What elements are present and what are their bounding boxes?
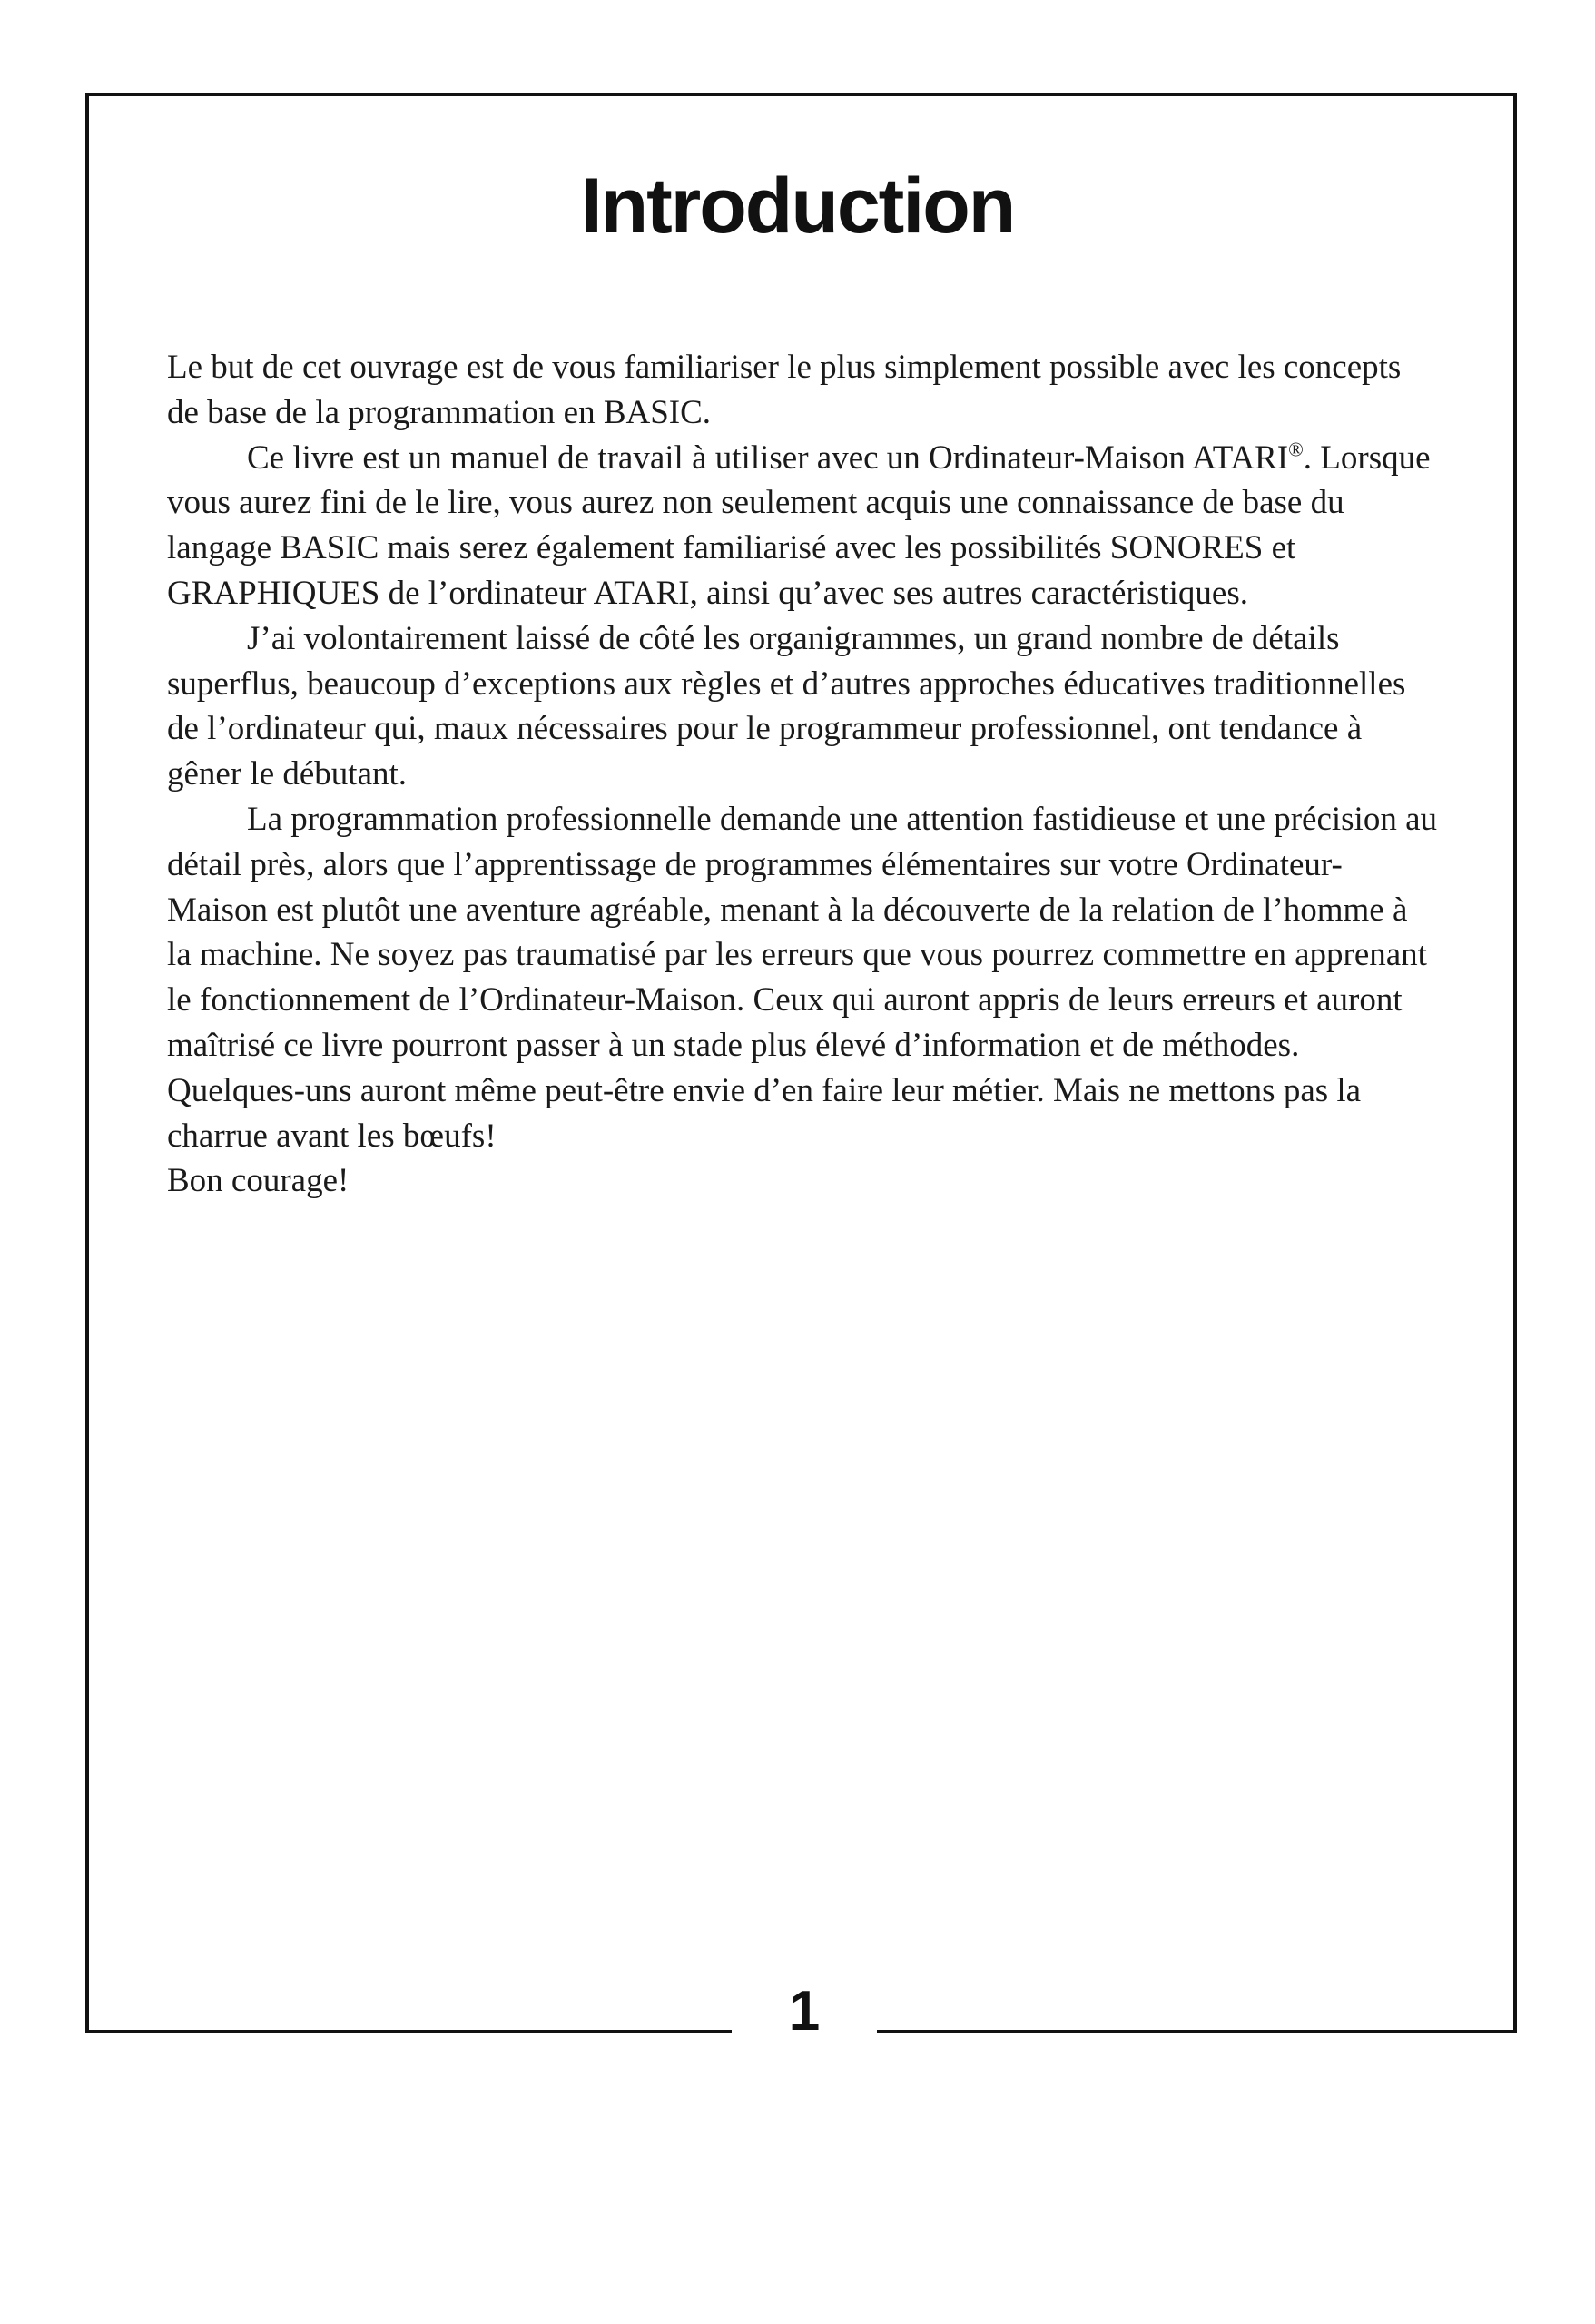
paragraph-2-part-1: Ce livre est un manuel de travail à utiliser avec un Ordinateur-Maison ATARI (247, 438, 1289, 477)
paragraph-2 (167, 436, 1438, 616)
introduction-body (167, 345, 1438, 1204)
closing-line: Bon courage! (167, 1162, 350, 1200)
paragraph-3: J’ai volontairement laissé de côté les organigrammes, un grand nombre de détails superflus, beaucoup d’exceptions aux règles et d’autres approches éducatives traditionnelles de l’ordinateur qui, maux nécessaires pour le programmeur professionnel, ont tendance à gêner le débutant. (167, 619, 1406, 793)
paragraph-2-part-2: . Lorsque vous aurez fini de le lire, vous aurez non seulement acquis une connaissance de base du langage BASIC mais serez également familiarisé avec les possibilités SONORES et GRAPHIQUES de l’ordinateur ATARI, ainsi qu’avec ses autres caractéristiques. (167, 438, 1431, 612)
page-number: 1 (788, 1980, 821, 2043)
paragraph-1: Le but de cet ouvrage est de vous familiariser le plus simplement possible avec les concepts de base de la programmation en BASIC. (167, 349, 1402, 431)
registered-mark: ® (1288, 438, 1304, 461)
paragraph-4: La programmation professionnelle demande une attention fastidieuse et une précision au détail près, alors que l’apprentissage de programmes élémentaires sur votre Ordinateur-Maison est plutôt une aventure agréable, menant à la découverte de la relation de l’homme à la machine. Ne soyez pas traumatisé par les erreurs que vous pourrez commettre en apprenant le fonctionnement de l’Ordinateur-Maison. Ceux qui auront appris de leurs erreurs et auront maîtrisé ce livre pourront passer à un stade plus élevé d’information et de méthodes. Quelques-uns auront même peut-être envie d’en faire leur métier. Mais ne mettons pas la charrue avant les bœufs! (167, 800, 1438, 1155)
page-title: Introduction (580, 162, 1015, 250)
footer-rule-right (877, 2030, 1517, 2034)
footer-rule-left (85, 2030, 732, 2034)
